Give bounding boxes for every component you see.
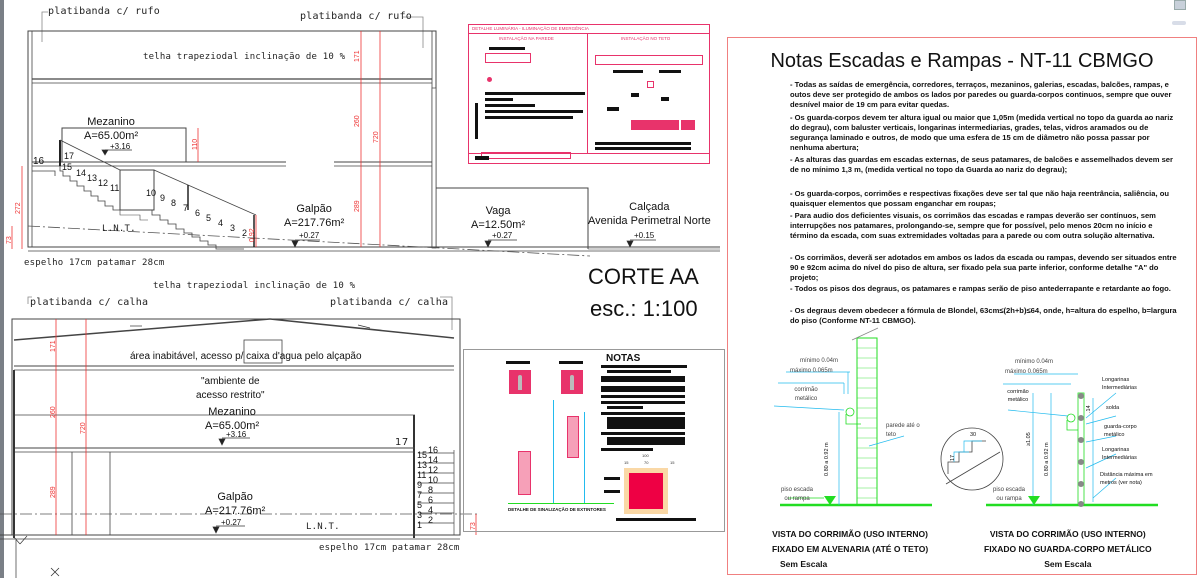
roof-slope-label-bb: telha trapeziodal inclinação de 10 %	[153, 281, 356, 291]
bb-step-left-13: 13	[417, 460, 428, 470]
calcada-name: Calçada	[629, 201, 670, 213]
redacted-text	[485, 104, 535, 107]
restricted-line-1: "ambiente de	[200, 376, 260, 387]
detail-luminaria-divider-mid	[587, 33, 588, 153]
redacted-text	[613, 70, 643, 73]
extintores-cyan-dim	[553, 400, 554, 503]
right-detail-distancia: Distância máxima em metros (ver nota)	[1100, 472, 1153, 486]
dim-092: 0.92	[249, 228, 256, 242]
mezanino-bb-area: A=65.00m²	[205, 420, 260, 432]
viewcube-compass[interactable]	[1172, 21, 1186, 25]
right-detail-corrimao: corrimão metálico	[1007, 389, 1029, 403]
step-16: 16	[33, 156, 45, 167]
step-7: 7	[183, 203, 189, 213]
redacted-text	[601, 432, 685, 435]
redacted-text	[607, 107, 619, 111]
corte-bb-mezanino	[205, 405, 259, 433]
redacted-text	[607, 417, 685, 429]
redacted-text	[616, 518, 696, 521]
platibanda-calha-left-label: platibanda c/ calha	[30, 297, 149, 308]
redacted-text	[506, 361, 530, 364]
corte-aa-calcada	[588, 200, 711, 228]
extintores-cyan-dim	[584, 412, 585, 503]
step-9: 9	[160, 193, 166, 203]
bb-step-left-9: 9	[417, 480, 423, 490]
left-detail-piso: piso escada ou rampa	[780, 487, 814, 502]
step-4: 4	[218, 218, 224, 228]
instalacao-teto-header: INSTALAÇÃO NO TETO	[621, 36, 671, 41]
left-detail-caption	[772, 527, 928, 572]
redacted-text	[601, 395, 685, 398]
left-caption-1: VISTA DO CORRIMÃO (USO INTERNO)	[772, 529, 928, 539]
right-detail-spacing: .14	[1086, 405, 1092, 413]
step-2: 2	[242, 228, 248, 238]
notas-title: Notas Escadas e Rampas - NT-11 CBMGO	[770, 50, 1154, 72]
bb-dim-720: 720	[80, 422, 87, 434]
extinguisher-sign-1	[509, 370, 531, 394]
nota-item-1: - Todas as saídas de emergência, corredores, terraços, mezaninos, galerias, escadas, balcões, rampas, e outos deve ser protegido de ambos os lados por paredes ou guarda-corpos continuos, sempre que ouver desnível maior de 19 cm para evitar quedas.	[790, 80, 1172, 109]
lnt-label-bb: L.N.T.	[306, 522, 340, 532]
redacted-text	[601, 401, 685, 404]
lnt-label: L.N.T.	[102, 224, 136, 234]
extintores-caption: DETALHE DE SINALIZAÇÃO DE EXTINTORES	[508, 507, 606, 512]
extinguisher-standing	[518, 451, 531, 495]
luminaria-battery	[681, 120, 695, 130]
extintores-notes-title: NOTAS	[606, 353, 641, 364]
redacted-text	[485, 116, 573, 119]
luminaria-plug	[487, 77, 492, 82]
section-scale: esc.: 1:100	[590, 296, 698, 321]
dim-171: 171	[354, 50, 361, 62]
vaga-area: A=12.50m²	[471, 219, 526, 231]
luminaria-ceiling-fixture	[631, 120, 679, 130]
bb-step-left-3: 3	[417, 510, 423, 520]
bb-dim-171: 171	[50, 340, 57, 352]
bb-step-left-15: 15	[417, 450, 428, 460]
floor-sign-inner	[629, 473, 663, 509]
mezanino-level: +3.16	[110, 142, 131, 151]
dim-110: 110	[192, 138, 199, 150]
mezanino-area: A=65.00m²	[84, 130, 139, 142]
restricted-line-2: acesso restrito"	[196, 390, 265, 401]
luminaria-ceiling	[595, 55, 703, 65]
redacted-text	[604, 477, 620, 480]
redacted-text	[595, 142, 691, 145]
right-detail-h105: ≥1.05	[1026, 432, 1032, 446]
step-13: 13	[87, 173, 98, 183]
redacted-text	[595, 147, 691, 150]
right-caption-3: Sem Escala	[1044, 559, 1092, 569]
viewcube-face[interactable]	[1174, 0, 1186, 10]
redacted-text	[607, 406, 643, 409]
redacted-text	[559, 361, 583, 364]
galpao-bb-level: +0.27	[221, 518, 242, 527]
galpao-bb-area: A=217.76m²	[205, 505, 266, 517]
section-title: CORTE AA	[588, 264, 699, 289]
sign-dim-15a: 15	[624, 460, 629, 465]
step-12: 12	[98, 178, 109, 188]
bb-step-right-12: 12	[428, 465, 439, 475]
left-caption-3: Sem Escala	[780, 559, 828, 569]
step-14: 14	[76, 168, 87, 178]
platibanda-rufo-right-label: platibanda c/ rufo	[300, 11, 412, 22]
redacted-text	[661, 97, 669, 101]
vaga-name: Vaga	[485, 205, 511, 217]
extinguisher-glyph-icon	[518, 375, 522, 390]
left-detail-max: máximo 0.065m	[790, 368, 833, 374]
redacted-text	[659, 70, 681, 73]
right-detail-piso: piso escada ou rampa	[992, 487, 1026, 502]
bb-dim-260: 260	[50, 406, 57, 418]
step-17: 17	[64, 151, 75, 161]
bb-step-right-14: 14	[428, 455, 439, 465]
stair-spec-label: espelho 17cm patamar 28cm	[24, 258, 165, 268]
right-detail-caption	[984, 527, 1152, 572]
left-caption-2: FIXADO EM ALVENARIA (ATÉ O TETO)	[772, 544, 929, 554]
left-detail-min: mínimo 0.04m	[800, 358, 839, 364]
nota-item-6: - Os corrimãos, deverã ser adotados em ambos os lados da escada ou rampas, devendo ser situados entre 90 e 92cm acima do nível do piso de altura, ser fixado pela sua parte inferior, conforme detalhe "A" do projeto;	[790, 253, 1177, 282]
right-detail-height: 0.80 a 0.92 m	[1044, 442, 1050, 476]
step-17-bb: 17	[395, 437, 409, 448]
nota-item-8: - Os degraus devem obedecer a fórmula de Blondel, 63cm≤(2h+b)≤64, onde, h=altura do espelho, b=largura do piso (Conforme NT-11 CBMGO).	[790, 306, 1177, 325]
floor-sign-square	[624, 468, 668, 514]
notas-escadas-panel	[727, 37, 1197, 575]
left-detail-corrimao: corrimão metálico	[794, 387, 818, 402]
extintores-floor-line	[508, 503, 614, 504]
mezanino-name: Mezanino	[87, 116, 135, 128]
detail-extintores-panel	[463, 349, 725, 532]
galpao-name: Galpão	[296, 203, 332, 215]
bb-step-left-7: 7	[417, 490, 423, 500]
bb-step-right-8: 8	[428, 485, 434, 495]
step-detail-rise: 17	[950, 454, 956, 461]
redacted-text	[607, 437, 685, 445]
dim-720: 720	[373, 131, 380, 143]
galpao-bb-name: Galpão	[217, 491, 253, 503]
extinguisher-glyph-icon	[570, 375, 574, 390]
bb-step-right-6: 6	[428, 495, 434, 505]
galpao-level: +0.27	[299, 231, 320, 240]
dim-289: 289	[354, 200, 361, 212]
redacted-text	[485, 92, 585, 95]
dim-260: 260	[354, 115, 361, 127]
step-6: 6	[195, 208, 201, 218]
bb-dim-73: 73	[470, 522, 477, 530]
nota-item-3: - As alturas das guardas em escadas externas, de seus patamares, de balcões e assemelhados devem ser de no mínimo 1,3 m, (medida vertical no topo da Guarda ao nariz do degrau);	[790, 155, 1173, 174]
bb-step-right-4: 4	[428, 505, 434, 515]
roof-slope-label: telha trapeziodal inclinação de 10 %	[143, 52, 346, 62]
right-detail-min: mínimo 0.04m	[1015, 359, 1054, 365]
bb-step-left-11: 11	[417, 470, 427, 480]
stair-spec-label-bb: espelho 17cm patamar 28cm	[319, 543, 460, 553]
redacted-text	[601, 412, 685, 415]
right-detail-guarda: guarda-corpo metálico	[1104, 424, 1137, 438]
redacted-text	[485, 98, 513, 101]
right-caption-1: VISTA DO CORRIMÃO (USO INTERNO)	[989, 529, 1146, 539]
nota-item-5: - Para audio dos deficientes visuais, os corrimãos das escadas e rampas deverão ser contínuos, sem interrupções nos patamares, prolongando-se, sempre que for possível, pelo menos 20cm no início e término da escada, com suas extremidades voltadas para a parede ou com outra solução alternativa.	[790, 211, 1156, 240]
redacted-text	[631, 93, 639, 97]
bb-step-left-5: 5	[417, 500, 423, 510]
instalacao-parede-header: INSTALAÇÃO NA PAREDE	[499, 36, 554, 41]
viewcube-widget[interactable]	[1170, 0, 1194, 26]
step-10: 10	[146, 188, 157, 198]
luminaria-floor	[481, 152, 571, 159]
redacted-text	[601, 365, 687, 368]
platibanda-rufo-left-label: platibanda c/ rufo	[48, 6, 160, 17]
bb-step-left-1: 1	[417, 520, 423, 530]
nota-item-7: - Todos os pisos dos degraus, os patamares e rampas serão de piso antederrapante e retardante ao fogo.	[790, 284, 1171, 293]
mezanino-bb-level: +3.16	[226, 430, 247, 439]
mezanino-bb-name: Mezanino	[208, 406, 256, 418]
right-detail-max: máximo 0.065m	[1005, 369, 1048, 375]
redacted-text	[601, 448, 653, 451]
sign-dim-100: 100	[642, 453, 649, 458]
redacted-text	[489, 47, 525, 50]
luminaria-junction-box	[647, 81, 654, 88]
left-detail-parede: parede até o teto	[886, 423, 920, 438]
step-3: 3	[230, 223, 236, 233]
nota-item-4: - Os guarda-corpos, corrimões e respectivas fixações deve ser tal que não haja reentrância, saliência, ou quaisquer elementos que possam enganchar em roupas;	[790, 189, 1170, 208]
step-15: 15	[62, 162, 73, 172]
extinguisher-wall	[567, 416, 579, 458]
redacted-text	[604, 490, 620, 493]
bb-step-right-16: 16	[428, 445, 439, 455]
redacted-text	[607, 370, 671, 373]
luminaria-wall-fixture	[485, 53, 531, 63]
dim-272: 272	[15, 202, 22, 214]
step-8: 8	[171, 198, 177, 208]
right-detail-longarinas-1: Longarinas Intermediárias	[1102, 377, 1137, 391]
redacted-text	[485, 110, 583, 113]
right-detail-longarinas-2: Longarinas Intermediárias	[1102, 447, 1137, 461]
corte-bb-galpao	[205, 490, 265, 518]
calcada-street: Avenida Perimetral Norte	[588, 215, 711, 227]
left-detail-height: 0.80 a 0.92 m	[824, 442, 830, 476]
dim-73: 73	[6, 236, 13, 244]
right-detail-solda: solda	[1106, 405, 1120, 411]
extinguisher-sign-2	[561, 370, 583, 394]
bb-step-right-2: 2	[428, 515, 434, 525]
calcada-level: +0.15	[634, 231, 655, 240]
attic-label: área inabitável, acesso p/ caixa d'agua pelo alçapão	[130, 351, 362, 362]
redacted-text	[601, 386, 685, 392]
bb-step-right-10: 10	[428, 475, 439, 485]
nota-item-2: - Os guarda-corpos devem ter altura igual ou maior que 1,05m (medida vertical no topo da guarda ao nariz do degrau), com baluster verticais, longarinas intermediarias, grades, telas, vidros aramados ou de segurança laminado e outros, de modo que uma esfera de 15 cm de diâmetro não possa passar por nenhuma abertura;	[790, 113, 1174, 152]
right-caption-2: FIXADO NO GUARDA-CORPO METÁLICO	[984, 544, 1152, 554]
detail-luminaria-title: DETALHE LUMINÁRIA - ILUMINAÇÃO DE EMERGÊNCIA	[472, 26, 589, 31]
redacted-text	[601, 376, 685, 382]
galpao-area: A=217.76m²	[284, 217, 345, 229]
detail-luminaria-divider-top	[469, 33, 709, 34]
bb-dim-289: 289	[50, 486, 57, 498]
platibanda-calha-right-label: platibanda c/ calha	[330, 297, 449, 308]
vaga-level: +0.27	[492, 231, 513, 240]
step-detail-run: 30	[970, 432, 977, 438]
step-11: 11	[110, 183, 120, 193]
detail-luminaria-panel	[468, 24, 710, 164]
restricted-area-label	[196, 375, 265, 403]
sign-dim-15b: 15	[670, 460, 675, 465]
sign-dim-70: 70	[644, 460, 649, 465]
step-5: 5	[206, 213, 212, 223]
